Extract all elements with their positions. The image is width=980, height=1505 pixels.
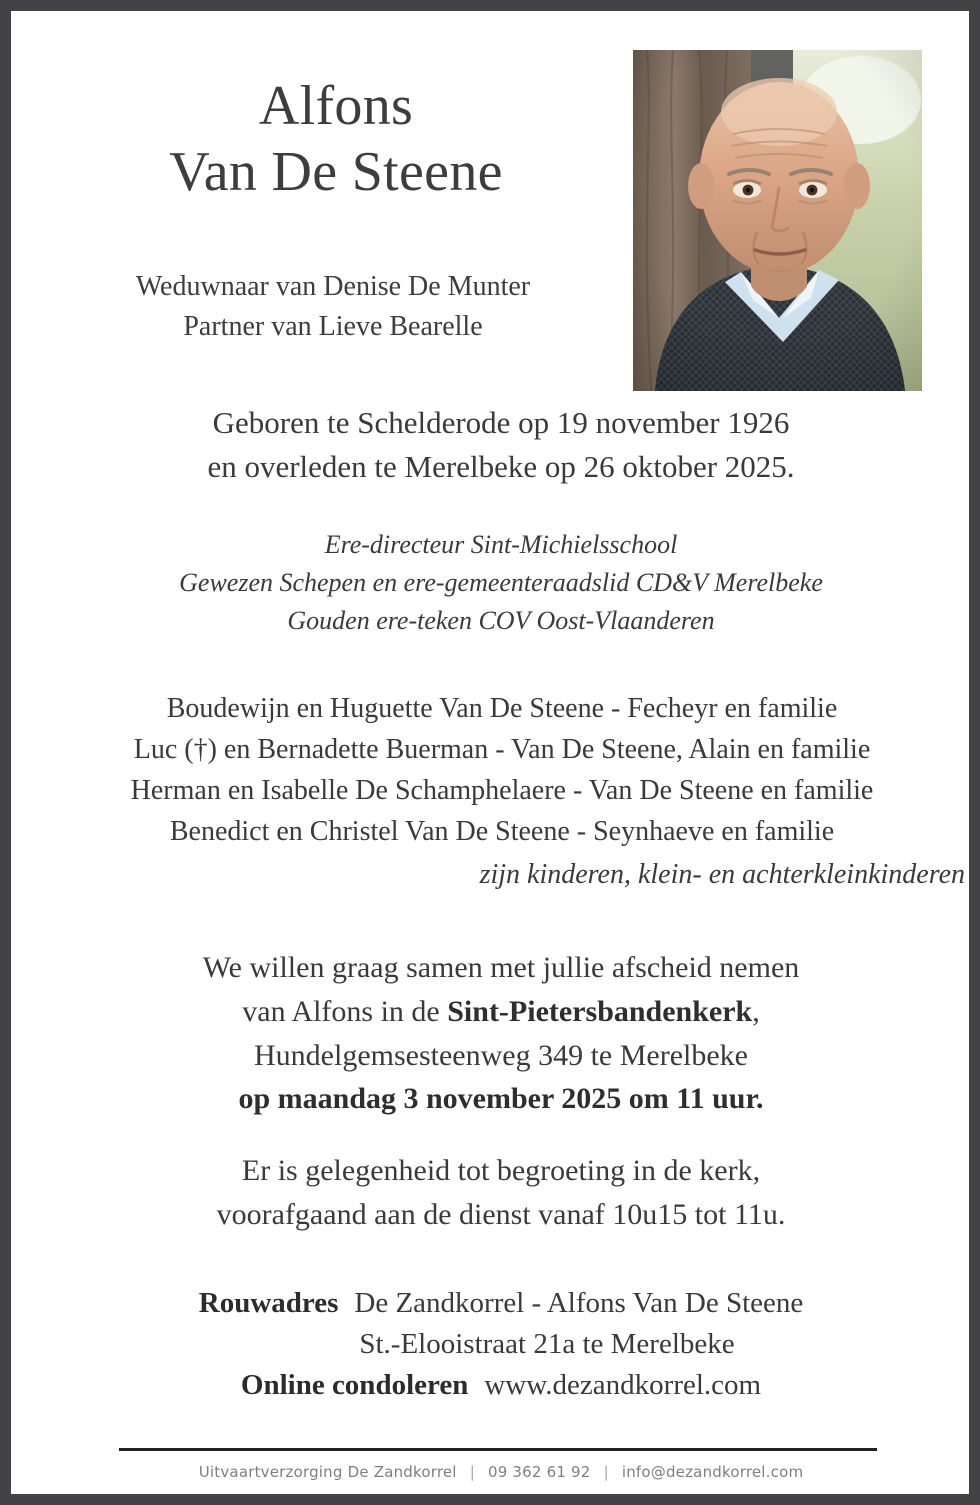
- mourning-address-value: De Zandkorrel - Alfons Van De Steene: [354, 1287, 804, 1319]
- address-block: [41, 1283, 961, 1407]
- condolence-row: [41, 1365, 961, 1406]
- family-line: Luc (†) en Bernadette Buerman - Van De Steene, Alain en familie: [133, 733, 871, 765]
- greeting-line-2: voorafgaand aan de dienst vanaf 10u15 tot 11u.: [216, 1197, 786, 1231]
- first-name: Alfons: [258, 75, 414, 137]
- honor-line: Gouden ere-teken COV Oost-Vlaanderen: [287, 606, 715, 636]
- page-title: [41, 73, 631, 205]
- portrait-photo: [633, 50, 922, 391]
- church-name: Sint-Pietersbandenkerk: [447, 994, 753, 1028]
- widower-line: Weduwnaar van Denise De Munter: [135, 271, 531, 302]
- honor-line: Gewezen Schepen en ere-gemeenteraadslid CD&V Merelbeke: [179, 568, 823, 598]
- honor-line: Ere-directeur Sint-Michielsschool: [324, 530, 678, 559]
- condolence-label: Online condoleren: [240, 1369, 469, 1402]
- footer-divider: [119, 1448, 877, 1451]
- family-line: Herman en Isabelle De Schamphelaere - Van De Steene en familie: [130, 774, 874, 806]
- condolence-url[interactable]: www.dezandkorrel.com: [484, 1369, 762, 1402]
- footer-separator: |: [469, 1463, 475, 1481]
- service-address: Hundelgemsesteenweg 349 te Merelbeke: [254, 1038, 748, 1072]
- footer-email: info@dezandkorrel.com: [621, 1463, 804, 1481]
- partner-line: Partner van Lieve Bearelle: [183, 310, 483, 342]
- greeting-line-1: Er is gelegenheid tot begroeting in de kerk,: [241, 1154, 761, 1187]
- footer-company: Uitvaartverzorging De Zandkorrel: [198, 1463, 457, 1481]
- mourning-address-row: [41, 1283, 961, 1324]
- mourning-address-label: Rouwadres: [198, 1287, 339, 1319]
- birth-line: Geboren te Schelderode op 19 november 1926: [212, 405, 790, 440]
- relations-block: [37, 267, 629, 347]
- birth-death-block: [51, 401, 951, 489]
- descendants-line: zijn kinderen, klein- en achterkleinkinderen: [479, 858, 965, 890]
- service-block: [51, 946, 951, 1121]
- mourning-address-street: St.-Elooistraat 21a te Merelbeke: [359, 1328, 735, 1361]
- service-line-2-prefix: van Alfons in de: [242, 994, 448, 1028]
- footer-separator: |: [603, 1463, 609, 1481]
- honors-block: [51, 526, 951, 641]
- service-line-2: [51, 990, 951, 1034]
- service-line-1: We willen graag samen met jullie afscheid nemen: [202, 951, 800, 984]
- death-line: en overleden te Merelbeke op 26 oktober 2025.: [207, 449, 795, 485]
- family-line: Boudewijn en Huguette Van De Steene - Fecheyr en familie: [166, 693, 838, 724]
- footer: [41, 1463, 961, 1481]
- card-inner: [11, 11, 969, 1494]
- last-name: Van De Steene: [169, 141, 503, 204]
- service-datetime-text: op maandag 3 november 2025 om 11 uur.: [238, 1082, 764, 1116]
- footer-phone: 09 362 61 92: [487, 1463, 591, 1481]
- family-line: Benedict en Christel Van De Steene - Seynhaeve en familie: [169, 815, 835, 847]
- mourning-address-street-row: [41, 1324, 961, 1365]
- service-line-2-suffix: ,: [752, 994, 760, 1028]
- service-datetime: [51, 1077, 951, 1121]
- family-block: [37, 689, 967, 895]
- greeting-block: [51, 1149, 951, 1237]
